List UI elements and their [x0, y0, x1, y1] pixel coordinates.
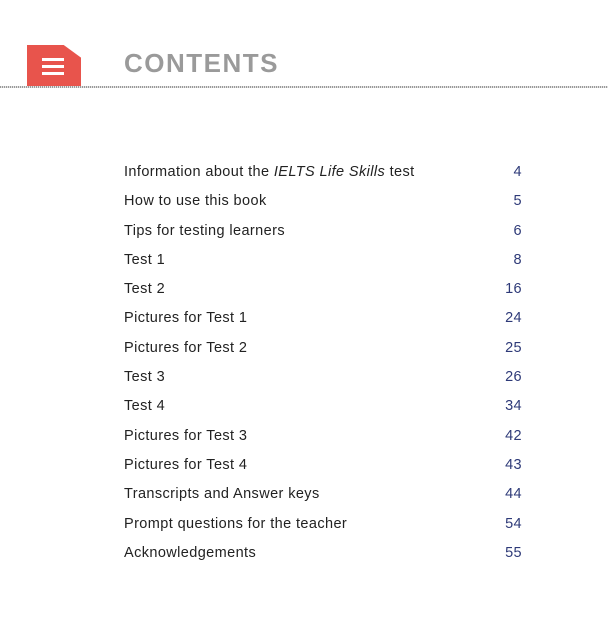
toc-entry[interactable] — [124, 187, 522, 216]
toc-page-number: 42 — [505, 427, 522, 444]
toc-entry[interactable] — [124, 363, 522, 392]
toc-page-number: 26 — [505, 369, 522, 386]
toc-page-number: 6 — [513, 222, 522, 239]
toc-entry-label: Pictures for Test 4 — [124, 456, 248, 473]
toc-entry-label: Test 4 — [124, 398, 166, 415]
toc-entry[interactable] — [124, 510, 522, 539]
toc-page-number: 24 — [505, 310, 522, 327]
toc-page-number: 34 — [505, 398, 522, 415]
menu-tab[interactable] — [27, 45, 81, 87]
toc-entry-label: Pictures for Test 1 — [124, 310, 248, 327]
toc-entry[interactable] — [124, 275, 522, 304]
toc-page-number: 8 — [513, 251, 522, 268]
toc-page-number: 5 — [513, 193, 522, 210]
toc-entry-label: Prompt questions for the teacher — [124, 515, 348, 532]
toc-entry-label: Acknowledgements — [124, 544, 257, 561]
toc-entry-label: Information about the IELTS Life Skills test — [124, 164, 415, 180]
toc-entry[interactable] — [124, 217, 522, 246]
toc-page-number: 54 — [505, 515, 522, 532]
toc-entry-label: How to use this book — [124, 193, 267, 210]
toc-entry[interactable] — [124, 304, 522, 333]
table-of-contents — [124, 158, 522, 568]
toc-entry-label: Test 3 — [124, 369, 166, 386]
toc-entry[interactable] — [124, 422, 522, 451]
toc-entry[interactable] — [124, 246, 522, 275]
toc-page-number: 55 — [505, 544, 522, 561]
toc-entry[interactable] — [124, 451, 522, 480]
page-title: CONTENTS — [124, 48, 279, 78]
toc-page-number: 43 — [505, 456, 522, 473]
toc-entry-label: Test 2 — [124, 281, 166, 298]
toc-page-number: 44 — [505, 486, 522, 503]
toc-entry-label: Pictures for Test 3 — [124, 427, 248, 444]
toc-entry[interactable] — [124, 392, 522, 421]
toc-page-number: 4 — [513, 164, 522, 180]
toc-entry[interactable] — [124, 158, 522, 187]
header-divider — [0, 86, 608, 88]
toc-page-number: 25 — [505, 339, 522, 356]
toc-entry-label: Tips for testing learners — [124, 222, 285, 239]
toc-entry-label: Pictures for Test 2 — [124, 339, 248, 356]
toc-entry-label: Transcripts and Answer keys — [124, 486, 320, 503]
toc-page-number: 16 — [505, 281, 522, 298]
toc-entry[interactable] — [124, 480, 522, 509]
toc-entry-label: Test 1 — [124, 251, 166, 268]
toc-entry[interactable] — [124, 539, 522, 568]
toc-entry[interactable] — [124, 334, 522, 363]
